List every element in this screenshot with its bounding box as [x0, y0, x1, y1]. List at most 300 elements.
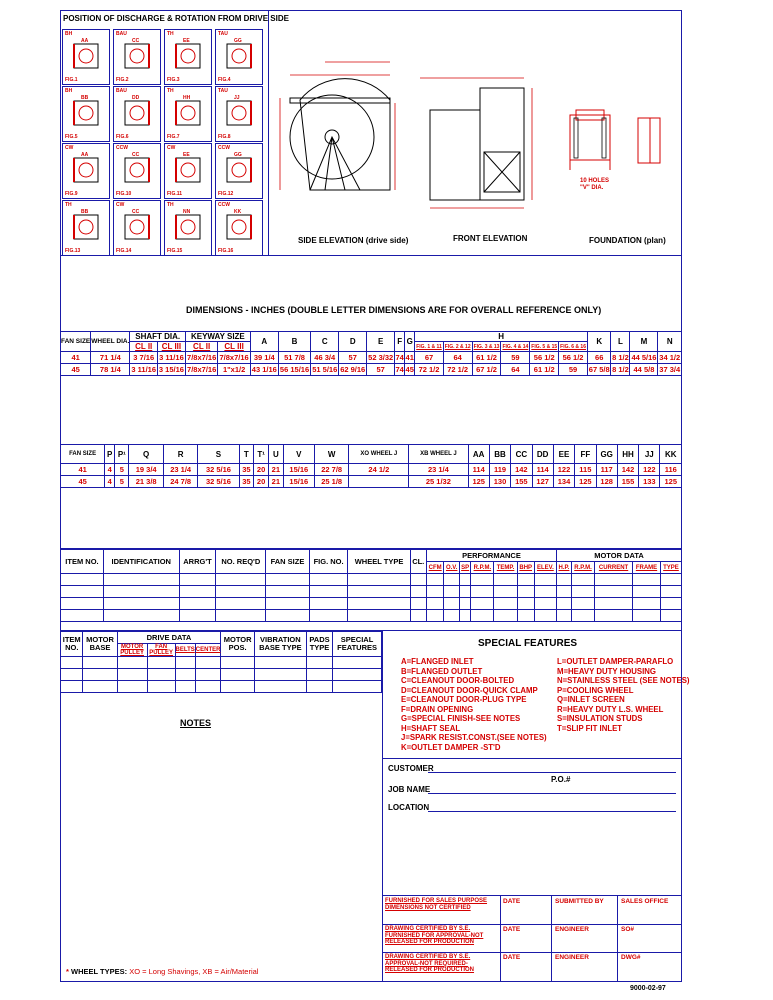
table-cell: 44 5/8	[630, 364, 658, 376]
fig-dimension-code: EE	[183, 38, 190, 44]
input-cell[interactable]	[333, 669, 382, 681]
signoff-office: DWG#	[621, 954, 641, 961]
drive-col-header: VIBRATION BASE TYPE	[254, 632, 306, 657]
input-cell[interactable]	[534, 610, 556, 622]
fig-dimension-code: BB	[81, 209, 89, 215]
table-cell: 67 1/2	[472, 364, 501, 376]
table2-header: R	[163, 445, 198, 464]
table-cell: 114	[468, 464, 489, 476]
input-cell[interactable]	[494, 610, 517, 622]
motor-data-header: MOTOR DATA	[557, 550, 682, 562]
signoff-date: DATE	[503, 898, 521, 905]
input-cell[interactable]	[216, 610, 266, 622]
table-cell: 15/16	[283, 476, 314, 488]
col-c: C	[311, 332, 339, 352]
table-cell: 19 3/4	[129, 464, 164, 476]
input-cell[interactable]	[266, 598, 309, 610]
table-cell: 125	[468, 476, 489, 488]
special-feature-item: S=INSULATION STUDS	[557, 714, 643, 723]
motor-col-header: R.P.M.	[571, 562, 594, 574]
drive-col-header: PADS TYPE	[306, 632, 332, 657]
rotation-fig	[215, 86, 263, 142]
table-cell: 142	[617, 464, 638, 476]
fig-dimension-code: BB	[81, 95, 89, 101]
input-cell[interactable]	[221, 657, 254, 669]
perf-col-header: CFM	[426, 562, 444, 574]
table2-header: FF	[575, 445, 596, 464]
input-cell[interactable]	[61, 610, 104, 622]
rotation-code: TH	[65, 202, 72, 208]
input-cell[interactable]	[333, 657, 382, 669]
table-cell: 35	[239, 464, 254, 476]
input-cell[interactable]	[306, 681, 332, 693]
input-cell[interactable]	[494, 586, 517, 598]
table-cell: 41	[61, 464, 105, 476]
input-cell[interactable]	[426, 598, 444, 610]
input-cell[interactable]	[494, 574, 517, 586]
input-cell[interactable]	[83, 657, 117, 669]
input-cell[interactable]	[179, 610, 216, 622]
table-cell: 119	[489, 464, 510, 476]
table-cell: 56 1/2	[530, 352, 559, 364]
rotation-code: CW	[65, 145, 74, 151]
table-cell: 67	[415, 352, 444, 364]
table-row	[61, 669, 382, 681]
input-cell[interactable]	[410, 574, 426, 586]
drive-data-header: DRIVE DATA	[117, 632, 221, 644]
input-cell[interactable]	[557, 586, 572, 598]
input-cell[interactable]	[266, 574, 309, 586]
input-cell[interactable]	[459, 610, 470, 622]
input-cell[interactable]	[117, 669, 147, 681]
input-cell[interactable]	[195, 669, 221, 681]
table2-header: FAN SIZE	[61, 445, 105, 464]
input-cell[interactable]	[633, 610, 661, 622]
input-cell[interactable]	[147, 681, 175, 693]
fig-dimension-code: GG	[234, 152, 242, 158]
table-cell: 5	[115, 476, 129, 488]
input-cell[interactable]	[410, 586, 426, 598]
perf-col-header: R.P.M.	[471, 562, 494, 574]
job-name-label: JOB NAME	[388, 785, 431, 794]
table-cell: 46 3/4	[311, 352, 339, 364]
input-cell[interactable]	[660, 598, 681, 610]
rotation-fig	[113, 200, 161, 256]
table-cell: 125	[575, 476, 596, 488]
input-cell[interactable]	[471, 610, 494, 622]
input-cell[interactable]	[571, 598, 594, 610]
special-feature-item: Q=INLET SCREEN	[557, 695, 625, 704]
input-cell[interactable]	[348, 586, 410, 598]
keyway-cl2: CL II	[185, 342, 217, 352]
table-cell: 61 1/2	[530, 364, 559, 376]
input-cell[interactable]	[426, 574, 444, 586]
input-cell[interactable]	[660, 574, 681, 586]
perf-col-header: TEMP.	[494, 562, 517, 574]
perf-col-header: BHP	[517, 562, 534, 574]
table-cell: 59	[501, 352, 530, 364]
table-cell: 45	[61, 364, 91, 376]
table2-header: CC	[511, 445, 532, 464]
fig-label: FIG.1	[65, 77, 78, 83]
input-cell[interactable]	[309, 574, 348, 586]
table-cell: 64	[443, 352, 472, 364]
input-cell[interactable]	[61, 669, 83, 681]
table-row	[61, 352, 682, 364]
table2-header: KK	[660, 445, 682, 464]
table2-header: V	[283, 445, 314, 464]
input-cell[interactable]	[517, 610, 534, 622]
input-cell[interactable]	[103, 586, 179, 598]
drive-sub-header: FAN PULLEY	[147, 644, 175, 657]
input-cell[interactable]	[266, 610, 309, 622]
fig-dimension-code: AA	[81, 152, 89, 158]
table-cell: 41	[61, 352, 91, 364]
input-cell[interactable]	[195, 681, 221, 693]
special-feature-item: E=CLEANOUT DOOR-PLUG TYPE	[401, 695, 527, 704]
input-cell[interactable]	[459, 586, 470, 598]
input-cell[interactable]	[410, 598, 426, 610]
input-cell[interactable]	[557, 610, 572, 622]
input-cell[interactable]	[517, 586, 534, 598]
fig-dimension-code: CC	[132, 38, 140, 44]
table-cell: 134	[553, 476, 574, 488]
input-cell[interactable]	[517, 574, 534, 586]
table-cell: 43 1/16	[251, 365, 277, 374]
fig-dimension-code: AA	[81, 38, 89, 44]
item-col-header: NO. REQ'D	[216, 550, 266, 574]
table2-header: P	[105, 445, 115, 464]
input-cell[interactable]	[266, 586, 309, 598]
table-cell: 7/8x7/16	[187, 353, 217, 362]
document-number: 9000-02-97	[630, 985, 666, 992]
col-fan-size: FAN SIZE	[61, 332, 91, 352]
perf-col-header: O.V.	[444, 562, 460, 574]
table-cell: 20	[254, 476, 269, 488]
table-row	[61, 476, 682, 488]
shaft-cl2: CL II	[130, 342, 158, 352]
special-feature-item: G=SPECIAL FINISH-SEE NOTES	[401, 714, 521, 723]
fig-label: FIG.11	[167, 191, 183, 197]
input-cell[interactable]	[571, 610, 594, 622]
rotation-code: BH	[65, 88, 73, 94]
table-cell: 62 9/16	[340, 365, 366, 374]
table-cell: 21	[268, 464, 283, 476]
table-cell: 4	[105, 476, 115, 488]
signoff-office: SALES OFFICE	[621, 898, 669, 905]
special-feature-item: N=STAINLESS STEEL (SEE NOTES)	[557, 676, 690, 685]
input-cell[interactable]	[117, 681, 147, 693]
dimensions-title: DIMENSIONS - INCHES (DOUBLE LETTER DIMENSIONS ARE FOR OVERALL REFERENCE ONLY)	[186, 305, 602, 315]
input-cell[interactable]	[494, 598, 517, 610]
table-row	[61, 364, 682, 376]
table-cell: 51 5/16	[312, 365, 338, 374]
fig-dimension-code: CC	[132, 209, 140, 215]
foundation-label: FOUNDATION (plan)	[589, 236, 666, 245]
h-fig-6: FIG. 6 & 16	[560, 343, 586, 350]
input-cell[interactable]	[444, 574, 460, 586]
input-cell[interactable]	[254, 657, 306, 669]
drive-col-header: SPECIAL FEATURES	[333, 632, 382, 657]
rotation-fig	[215, 200, 263, 256]
h-fig-2: FIG. 2 & 12	[444, 343, 471, 350]
input-cell[interactable]	[426, 610, 444, 622]
table-cell: 57	[367, 364, 395, 376]
input-cell[interactable]	[216, 586, 266, 598]
table-cell: 39 1/4	[250, 352, 278, 364]
keyway-cl3: CL III	[218, 342, 250, 352]
input-cell[interactable]	[309, 610, 348, 622]
table-cell: 57	[339, 352, 367, 364]
motor-col-header: FRAME	[633, 562, 661, 574]
input-cell[interactable]	[517, 598, 534, 610]
col-m: M	[630, 332, 658, 352]
input-cell[interactable]	[348, 574, 410, 586]
input-cell[interactable]	[471, 586, 494, 598]
rotation-code: TH	[167, 31, 174, 37]
input-cell[interactable]	[103, 610, 179, 622]
input-cell[interactable]	[254, 681, 306, 693]
item-col-header: IDENTIFICATION	[103, 550, 179, 574]
special-feature-item: A=FLANGED INLET	[401, 657, 474, 666]
input-cell[interactable]	[147, 669, 175, 681]
item-col-header: ITEM NO.	[61, 550, 104, 574]
fig-label: FIG.6	[116, 134, 129, 140]
col-d: D	[339, 332, 367, 352]
input-cell[interactable]	[410, 610, 426, 622]
input-cell[interactable]	[216, 598, 266, 610]
table-cell: 128	[596, 476, 617, 488]
special-feature-item: J=SPARK RESIST.CONST.(SEE NOTES)	[401, 733, 547, 742]
input-cell[interactable]	[348, 598, 410, 610]
input-cell[interactable]	[61, 586, 104, 598]
table-cell: 1"x1/2	[218, 364, 250, 376]
rotation-fig	[215, 143, 263, 199]
input-cell[interactable]	[426, 586, 444, 598]
input-cell[interactable]	[216, 574, 266, 586]
drive-sub-header: MOTOR PULLEY	[117, 644, 147, 657]
input-cell[interactable]	[471, 574, 494, 586]
input-cell[interactable]	[557, 574, 572, 586]
input-cell[interactable]	[444, 610, 460, 622]
input-cell[interactable]	[179, 598, 216, 610]
input-cell[interactable]	[633, 586, 661, 598]
input-cell[interactable]	[571, 574, 594, 586]
table-cell: 122	[553, 464, 574, 476]
fig-label: FIG.15	[167, 248, 183, 254]
fan-elevation-drawings	[270, 40, 680, 250]
table2-header: U	[268, 445, 283, 464]
table2-header: BB	[489, 445, 510, 464]
table-cell: 23 1/4	[163, 464, 198, 476]
table-cell: 24 7/8	[163, 476, 198, 488]
signoff-date: DATE	[503, 954, 521, 961]
input-cell[interactable]	[221, 669, 254, 681]
wheel-types-text: XO = Long Shavings, XB = Air/Material	[129, 967, 259, 976]
col-keyway-size: KEYWAY SIZE	[185, 332, 250, 342]
input-cell[interactable]	[660, 586, 681, 598]
perf-col-header: SP	[459, 562, 470, 574]
dimension-table-2	[60, 444, 682, 488]
input-cell[interactable]	[571, 586, 594, 598]
input-cell[interactable]	[195, 657, 221, 669]
input-cell[interactable]	[175, 669, 195, 681]
signoff-description: DRAWING CERTIFIED BY S.E. APPROVAL-NOT REQUIRED-RELEASED FOR PRODUCTION	[385, 954, 475, 973]
rotation-code: TAU	[218, 88, 228, 94]
table-cell: 44 5/16	[631, 353, 657, 362]
holes-label: 10 HOLES "V" DIA.	[580, 178, 610, 191]
table-row	[61, 681, 382, 693]
input-cell[interactable]	[534, 598, 556, 610]
input-cell[interactable]	[254, 669, 306, 681]
col-l: L	[611, 332, 630, 352]
signoff-person: ENGINEER	[555, 926, 589, 933]
input-cell[interactable]	[306, 657, 332, 669]
table2-header: AA	[468, 445, 489, 464]
input-cell[interactable]	[309, 586, 348, 598]
input-cell[interactable]	[179, 574, 216, 586]
rotation-code: CCW	[218, 202, 230, 208]
rotation-fig	[62, 86, 110, 142]
table-cell: 8 1/2	[612, 365, 629, 374]
input-cell[interactable]	[61, 574, 104, 586]
table-cell: 7/8x7/16	[187, 365, 217, 374]
input-cell[interactable]	[534, 586, 556, 598]
table-row	[61, 464, 682, 476]
input-cell[interactable]	[660, 610, 681, 622]
input-cell[interactable]	[633, 598, 661, 610]
table-cell: 3 7/16	[130, 352, 158, 364]
col-a: A	[250, 332, 278, 352]
input-cell[interactable]	[557, 598, 572, 610]
rotation-fig	[113, 29, 161, 85]
table-cell: 71 1/4	[91, 352, 130, 364]
table-cell: 66	[587, 352, 610, 364]
signoff-description: FURNISHED FOR SALES PURPOSE DIMENSIONS NOT CERTIFIED	[385, 898, 488, 911]
input-cell[interactable]	[444, 598, 460, 610]
table-cell: 133	[639, 476, 660, 488]
table-cell: 56 1/2	[559, 352, 588, 364]
input-cell[interactable]	[444, 586, 460, 598]
table-cell: 21 3/8	[129, 476, 164, 488]
input-cell[interactable]	[61, 657, 83, 669]
table-cell: 45	[61, 476, 105, 488]
rotation-code: CW	[116, 202, 125, 208]
rotation-fig	[164, 143, 212, 199]
signoff-person: SUBMITTED BY	[555, 898, 604, 905]
table-cell: 51 7/8	[278, 352, 310, 364]
input-cell[interactable]	[633, 574, 661, 586]
input-cell[interactable]	[221, 681, 254, 693]
input-cell[interactable]	[306, 669, 332, 681]
input-cell[interactable]	[83, 681, 117, 693]
input-cell[interactable]	[103, 598, 179, 610]
wheel-types-label: WHEEL TYPES:	[71, 967, 128, 976]
input-cell[interactable]	[348, 610, 410, 622]
item-col-header: CL.	[410, 550, 426, 574]
item-col-header: WHEEL TYPE	[348, 550, 410, 574]
input-cell[interactable]	[459, 574, 470, 586]
special-feature-item: P=COOLING WHEEL	[557, 685, 634, 695]
input-cell[interactable]	[179, 586, 216, 598]
special-feature-item: B=FLANGED OUTLET	[401, 666, 483, 676]
col-wheel-dia: WHEEL DIA.	[91, 332, 130, 352]
input-cell[interactable]	[61, 598, 104, 610]
input-cell[interactable]	[147, 657, 175, 669]
input-cell[interactable]	[595, 610, 633, 622]
input-cell[interactable]	[459, 598, 470, 610]
notes-title: NOTES	[180, 718, 212, 728]
input-cell[interactable]	[595, 574, 633, 586]
rotation-code: TH	[167, 88, 174, 94]
table-cell: 74	[395, 353, 404, 362]
input-cell[interactable]	[595, 586, 633, 598]
rotation-code: TH	[167, 202, 174, 208]
special-feature-item: F=DRAIN OPENING	[401, 704, 474, 714]
drive-col-header: MOTOR BASE	[83, 632, 117, 657]
input-cell[interactable]	[103, 574, 179, 586]
fig-dimension-code: JJ	[234, 95, 240, 101]
rotation-fig	[62, 143, 110, 199]
fig-label: FIG.14	[116, 248, 132, 254]
col-h: H	[415, 332, 588, 342]
rotation-code: BAU	[116, 88, 127, 94]
customer-label: CUSTOMER	[388, 764, 434, 773]
table2-header: T	[239, 445, 254, 464]
h-fig-1: FIG. 1 & 11	[416, 343, 442, 350]
table-cell: 4	[105, 464, 115, 476]
rotation-title: POSITION OF DISCHARGE & ROTATION FROM DRIVE SIDE	[63, 14, 289, 23]
col-b: B	[278, 332, 310, 352]
input-cell[interactable]	[471, 598, 494, 610]
rotation-fig	[164, 29, 212, 85]
fig-dimension-code: NN	[183, 209, 191, 215]
col-f: F	[395, 332, 405, 352]
signoff-date: DATE	[503, 926, 521, 933]
table-cell: 41	[405, 353, 414, 362]
signoff-person: ENGINEER	[555, 954, 589, 961]
input-cell[interactable]	[309, 598, 348, 610]
input-cell[interactable]	[595, 598, 633, 610]
table-cell: 61 1/2	[472, 352, 501, 364]
input-cell[interactable]	[534, 574, 556, 586]
table2-header: EE	[553, 445, 574, 464]
table-cell: 115	[575, 464, 596, 476]
table-row	[61, 598, 682, 610]
input-cell[interactable]	[61, 681, 83, 693]
rotation-fig	[215, 29, 263, 85]
rotation-fig	[164, 200, 212, 256]
rotation-code: TAU	[218, 31, 228, 37]
input-cell[interactable]	[175, 681, 195, 693]
table-cell: 22 7/8	[314, 464, 349, 476]
table-cell: 23 1/4	[409, 464, 468, 476]
table-cell: 32 5/16	[198, 476, 239, 488]
input-cell[interactable]	[83, 669, 117, 681]
col-shaft-dia: SHAFT DIA.	[130, 332, 185, 342]
input-cell[interactable]	[175, 657, 195, 669]
rotation-fig	[113, 86, 161, 142]
table-cell: 142	[511, 464, 532, 476]
rotation-fig	[164, 86, 212, 142]
h-fig-4: FIG. 4 & 14	[502, 343, 529, 350]
shaft-cl3: CL III	[157, 342, 185, 352]
input-cell[interactable]	[117, 657, 147, 669]
input-cell[interactable]	[333, 681, 382, 693]
table2-header: GG	[596, 445, 617, 464]
fig-label: FIG.10	[116, 191, 132, 197]
table-cell: 32 5/16	[198, 464, 239, 476]
